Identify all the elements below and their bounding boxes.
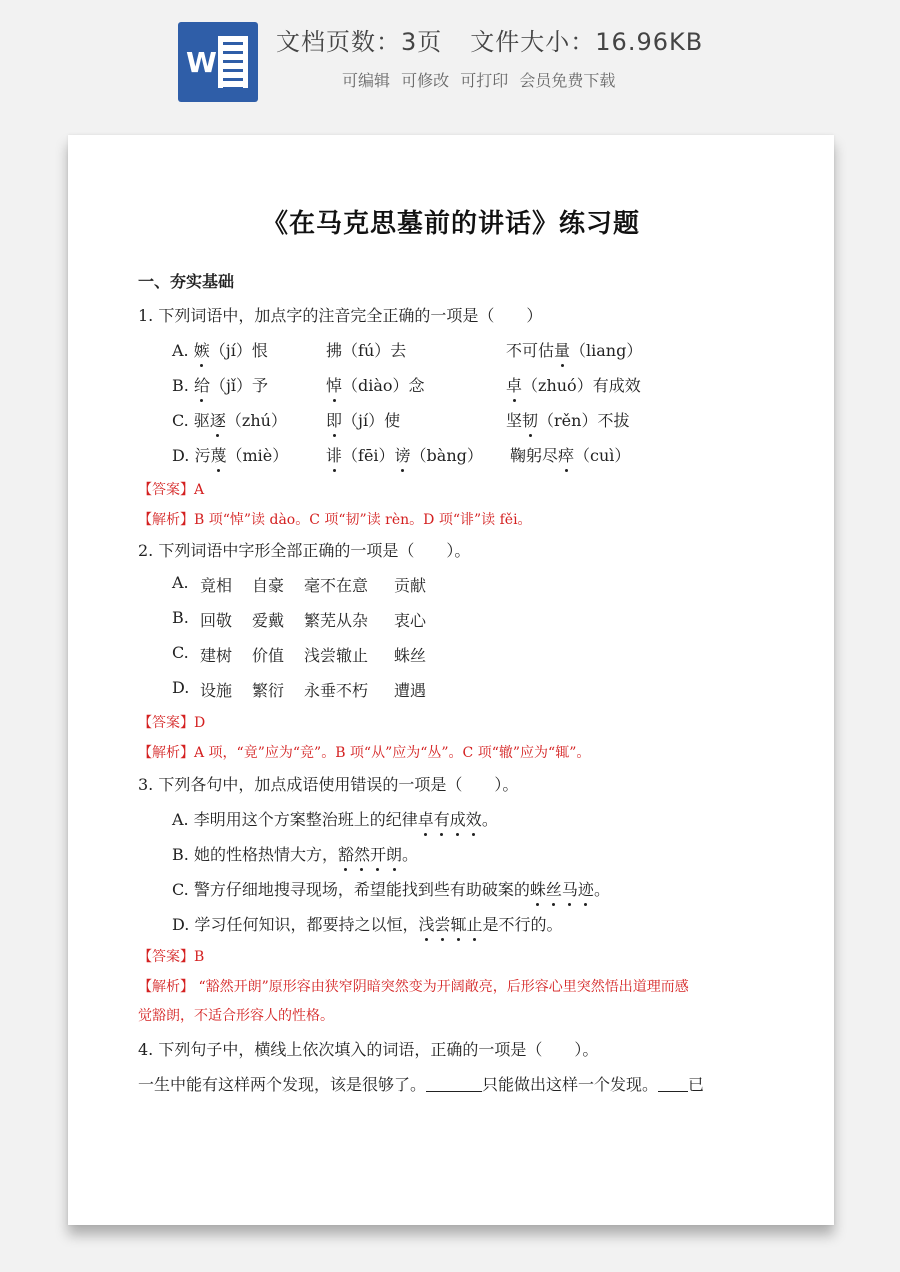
option-word: 永垂不朽: [304, 681, 369, 700]
q3-analysis-line1: 【解析】 “豁然开朗”原形容由狭窄阴暗突然变为开阔敞亮，后形容心里突然悟出道理而感: [138, 979, 689, 995]
option-word: 竟相: [200, 576, 233, 595]
option-letter: B.: [172, 376, 189, 395]
dotted-char: 成: [450, 807, 466, 830]
option-text: （jí）使: [342, 411, 401, 430]
option-word: 回敬: [200, 611, 233, 630]
question-3-stem: 3. 下列各句中，加点成语使用错误的一项是（ ）。: [138, 775, 519, 794]
option-word: 设施: [200, 681, 233, 700]
dotted-char: 止: [467, 912, 483, 935]
q2-analysis: 【解析】A 项，“竟”应为“竞”。B 项“从”应为“丛”。C 项“辙”应为“辄”。: [138, 745, 591, 761]
dotted-char: 开: [370, 842, 386, 865]
q1-option-c: [172, 408, 630, 431]
fill-blank-1[interactable]: [426, 1077, 482, 1092]
option-text: 污: [194, 446, 211, 465]
document-title: 《在马克思墓前的讲话》练习题: [261, 209, 640, 239]
option-text: （liang）: [570, 341, 643, 360]
dotted-char: 卓: [506, 373, 522, 396]
feature-modifiable: 可修改: [401, 71, 450, 90]
q1-analysis: 【解析】B 项“悼”读 dào。C 项“韧”读 rèn。D 项“诽”读 fěi。: [138, 512, 532, 528]
dotted-char: 然: [354, 842, 370, 865]
option-text: （diào）念: [342, 376, 425, 395]
option-letter: D.: [172, 678, 190, 697]
q3-option-a: [172, 807, 498, 830]
dotted-char: 浅: [418, 912, 434, 935]
option-word: 遭遇: [394, 681, 427, 700]
option-text: 学习任何知识，都要持之以恒，: [194, 915, 419, 934]
option-text: （cuì）: [574, 446, 631, 465]
dotted-char: 嫉: [194, 338, 210, 361]
dotted-idiom: [338, 845, 402, 864]
dotted-char: 量: [554, 338, 570, 361]
feature-editable: 可编辑: [342, 71, 391, 90]
dotted-char: 蔑: [210, 443, 226, 466]
option-text: 。: [481, 810, 498, 829]
option-text: 坚: [506, 411, 523, 430]
sentence-text: 已: [688, 1075, 705, 1094]
option-text: （rěn）不拔: [538, 411, 630, 430]
word-document-icon: [178, 22, 258, 102]
option-letter: C.: [172, 880, 189, 899]
feature-printable: 可打印: [460, 71, 509, 90]
option-letter: D.: [172, 446, 190, 465]
option-word: 贡献: [394, 576, 427, 595]
q3-analysis-line2: 觉豁朗，不适合形容人的性格。: [138, 1008, 334, 1024]
q1-option-d: [172, 443, 631, 466]
sentence-text: 只能做出这样一个发现。: [482, 1075, 659, 1094]
option-letter: A.: [172, 341, 189, 360]
dotted-char: 迹: [578, 877, 594, 900]
option-text: 不可估: [506, 341, 555, 360]
dotted-idiom: [530, 880, 594, 899]
dotted-char: 韧: [522, 408, 538, 431]
q1-option-a: [172, 338, 643, 361]
option-word: 繁芜从杂: [304, 611, 369, 630]
option-text: 是不行的。: [482, 915, 563, 934]
option-letter: A.: [172, 573, 189, 592]
dotted-char: 尝: [434, 912, 450, 935]
dotted-idiom: [418, 915, 482, 934]
document-lines-icon: [218, 36, 248, 88]
header-banner: [0, 0, 900, 130]
q2-option-c: [172, 643, 427, 665]
dotted-char: 有: [434, 807, 450, 830]
option-text: 警方仔细地搜寻现场，希望能找到些有助破案的: [193, 880, 530, 899]
option-text: （zhuó）有成效: [522, 376, 641, 395]
option-word: 价值: [252, 646, 285, 665]
dotted-char: 即: [326, 408, 342, 431]
option-letter: B.: [172, 608, 189, 627]
dotted-char: 效: [466, 807, 482, 830]
dotted-char: 豁: [338, 842, 354, 865]
section-heading: 一、夯实基础: [138, 272, 235, 291]
option-text: 她的性格热情大方，: [193, 845, 338, 864]
dotted-char: 悼: [326, 373, 342, 396]
option-text: （jǐ）予: [209, 376, 269, 395]
option-letter: B.: [172, 845, 189, 864]
q2-option-b: [172, 608, 427, 630]
page-count: 文档页数：3页: [276, 28, 443, 56]
q1-option-b: [172, 373, 641, 396]
option-text: （zhú）: [225, 411, 287, 430]
q2-option-d: [172, 678, 427, 700]
option-letter: C.: [172, 411, 189, 430]
feature-free-download: 会员免费下载: [519, 71, 616, 90]
q2-answer: 【答案】D: [138, 715, 206, 731]
option-text: 李明用这个方案整治班上的纪律: [193, 810, 418, 829]
option-word: 蛛丝: [394, 646, 427, 665]
option-letter: A.: [172, 810, 189, 829]
option-text: （miè）: [226, 446, 289, 465]
document-page: [68, 135, 834, 1225]
dotted-char: 瘁: [558, 443, 574, 466]
option-text: （bàng）: [410, 446, 483, 465]
option-text: （jí）恨: [209, 341, 268, 360]
dotted-char: 逐: [210, 408, 226, 431]
option-text: 。: [593, 880, 610, 899]
word-letter: W: [186, 46, 217, 79]
option-word: 衷心: [394, 611, 427, 630]
dotted-char: 卓: [418, 807, 434, 830]
option-word: 浅尝辙止: [304, 646, 369, 665]
option-text: 驱: [193, 411, 210, 430]
q3-option-d: [172, 912, 563, 935]
fill-blank-2[interactable]: [658, 1077, 688, 1092]
file-size: 文件大小：16.96KB: [470, 28, 704, 56]
option-letter: C.: [172, 643, 189, 662]
dotted-char: 朗: [386, 842, 402, 865]
dotted-char: 丝: [546, 877, 562, 900]
dotted-char: 辄: [450, 912, 466, 935]
q3-answer: 【答案】B: [138, 949, 205, 965]
question-4-stem: 4. 下列句子中，横线上依次填入的词语，正确的一项是（ ）。: [138, 1040, 599, 1059]
dotted-idiom: [418, 810, 482, 829]
option-word: 爱戴: [252, 611, 285, 630]
q2-option-a: [172, 573, 427, 595]
question-1-stem: 1. 下列词语中，加点字的注音完全正确的一项是（ ）: [138, 306, 543, 325]
option-text: 鞠躬尽: [510, 446, 559, 465]
sentence-text: 一生中能有这样两个发现，该是很够了。: [138, 1075, 427, 1094]
q4-sentence: [138, 1072, 704, 1095]
option-word: 自豪: [252, 576, 285, 595]
q1-answer: 【答案】A: [138, 482, 205, 498]
option-letter: D.: [172, 915, 190, 934]
option-text: （fú）去: [342, 341, 407, 360]
dotted-char: 谤: [395, 443, 411, 466]
feature-list: [342, 68, 615, 91]
option-word: 繁衍: [252, 681, 285, 700]
option-text: 拂: [326, 341, 343, 360]
option-word: 建树: [200, 646, 233, 665]
option-text: （fēi）: [342, 446, 395, 465]
question-2-stem: 2. 下列词语中字形全部正确的一项是（ ）。: [138, 541, 471, 560]
q3-option-c: [172, 877, 610, 900]
option-word: 毫不在意: [304, 576, 369, 595]
q3-option-b: [172, 842, 418, 865]
dotted-char: 马: [562, 877, 578, 900]
option-text: 。: [402, 845, 419, 864]
dotted-char: 蛛: [530, 877, 546, 900]
dotted-char: 诽: [326, 443, 342, 466]
file-info: [276, 22, 703, 57]
dotted-char: 给: [194, 373, 210, 396]
